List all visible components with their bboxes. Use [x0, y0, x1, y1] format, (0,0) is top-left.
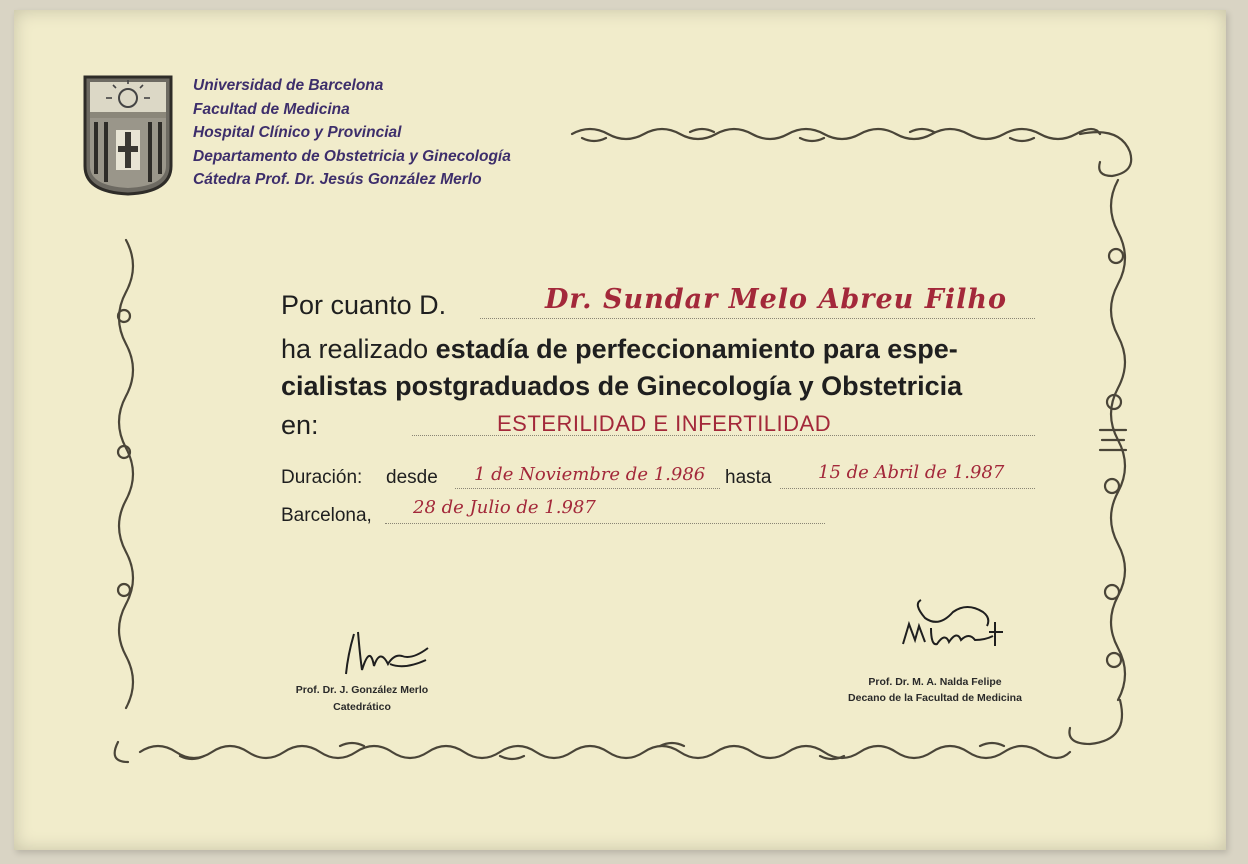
specialty-value: ESTERILIDAD E INFERTILIDAD: [497, 411, 832, 436]
intro-label: Por cuanto D.: [281, 290, 447, 320]
recipient-fill-line: [480, 318, 1035, 319]
signatory-right-name: Prof. Dr. M. A. Nalda Felipe: [868, 676, 1002, 688]
from-label: desde: [386, 467, 438, 488]
duration-label: Duración:: [281, 467, 363, 488]
from-date: 1 de Noviembre de 1.986: [474, 464, 706, 485]
course-line-1-bold: estadía de perfeccionamiento para espe-: [435, 334, 958, 364]
institution-line-faculty: Facultad de Medicina: [193, 100, 350, 118]
signatory-right-title: Decano de la Facultad de Medicina: [848, 692, 1022, 704]
en-label: en:: [281, 410, 319, 440]
course-line-2: [281, 371, 962, 402]
place-label: Barcelona,: [281, 505, 372, 526]
institution-line-university: Universidad de Barcelona: [193, 77, 384, 94]
course-line-1-plain: ha realizado: [281, 334, 436, 364]
signatory-left-name: Prof. Dr. J. González Merlo: [295, 684, 429, 696]
institution-heading: [193, 74, 511, 192]
university-seal: [82, 74, 174, 196]
institution-line-department: Departamento de Obstetricia y Ginecología: [193, 147, 511, 165]
to-label: hasta: [725, 467, 772, 488]
institution-line-hospital: Hospital Clínico y Provincial: [193, 124, 402, 142]
signatory-left-title: Catedrático: [333, 701, 391, 713]
course-line-2-bold: cialistas postgraduados de Ginecología y Obstetricia: [281, 371, 963, 401]
course-line-1: [281, 334, 958, 365]
institution-line-chair: Cátedra Prof. Dr. Jesús González Merlo: [193, 171, 482, 189]
to-date: 15 de Abril de 1.987: [818, 462, 1005, 483]
signature-right: [895, 592, 1015, 662]
issue-date: 28 de Julio de 1.987: [413, 497, 596, 518]
from-fill-line: [455, 488, 720, 489]
signature-left: [340, 624, 440, 682]
to-fill-line: [780, 488, 1035, 489]
issue-date-fill-line: [385, 523, 825, 524]
recipient-name: Dr. Sundar Melo Abreu Filho: [545, 284, 1008, 315]
